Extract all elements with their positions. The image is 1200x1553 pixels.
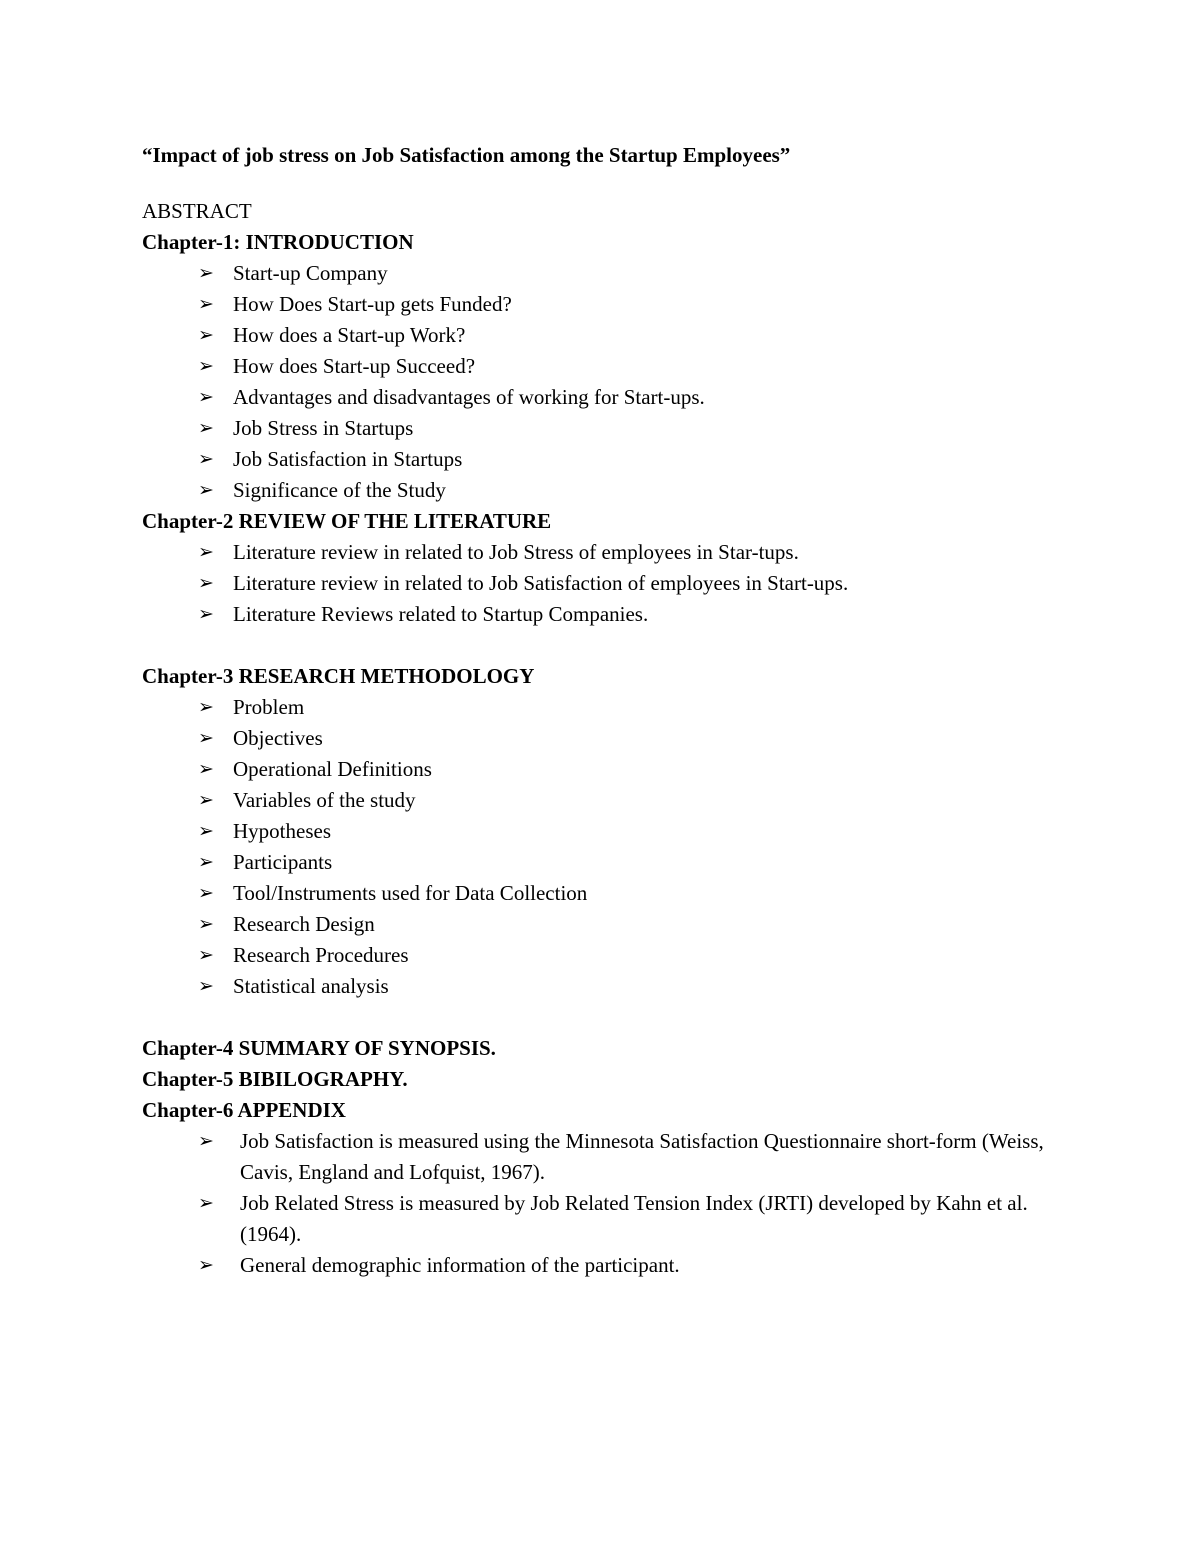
list-item-text: Job Stress in Startups — [233, 416, 414, 440]
list-item — [198, 847, 1082, 878]
list-item-text: Problem — [233, 695, 305, 719]
list-item — [198, 568, 1082, 599]
list-item — [198, 413, 1082, 444]
list-item-text: Objectives — [233, 726, 323, 750]
arrow-bullet-icon: ➢ — [198, 789, 214, 811]
document-title — [142, 140, 1082, 171]
list-item-text: How does a Start-up Work? — [233, 323, 466, 347]
arrow-bullet-icon: ➢ — [198, 603, 214, 625]
chapter-2-heading: Chapter-2 REVIEW OF THE LITERATURE — [142, 509, 552, 533]
list-item — [198, 723, 1082, 754]
list-item — [198, 289, 1082, 320]
list-item-text: Tool/Instruments used for Data Collection — [233, 881, 588, 905]
list-item-text: How Does Start-up gets Funded? — [233, 292, 512, 316]
list-item — [198, 785, 1082, 816]
list-item — [198, 1126, 1082, 1188]
list-item — [198, 599, 1082, 630]
list-item-text: Variables of the study — [233, 788, 416, 812]
list-item — [198, 320, 1082, 351]
list-item-text: Participants — [233, 850, 333, 874]
arrow-bullet-icon: ➢ — [198, 293, 214, 315]
list-item-text: How does Start-up Succeed? — [233, 354, 476, 378]
chapter-1-list — [142, 258, 1082, 506]
list-item-text: Hypotheses — [233, 819, 331, 843]
list-item — [198, 909, 1082, 940]
list-item — [198, 258, 1082, 289]
arrow-bullet-icon: ➢ — [198, 758, 214, 780]
list-item-text: Literature review in related to Job Stress of employees in Star-tups. — [233, 540, 799, 564]
arrow-bullet-icon: ➢ — [198, 975, 214, 997]
arrow-bullet-icon: ➢ — [198, 727, 214, 749]
arrow-bullet-icon: ➢ — [198, 851, 214, 873]
list-item-text: Significance of the Study — [233, 478, 446, 502]
arrow-bullet-icon: ➢ — [198, 479, 214, 501]
list-item-text: Advantages and disadvantages of working for Start-ups. — [233, 385, 705, 409]
list-item-text: Research Design — [233, 912, 375, 936]
arrow-bullet-icon: ➢ — [198, 1254, 214, 1276]
list-item — [198, 692, 1082, 723]
list-item-text: Literature review in related to Job Satisfaction of employees in Start-ups. — [233, 571, 849, 595]
list-item — [198, 444, 1082, 475]
title-rest-part: among the Startup Employees” — [504, 143, 791, 167]
arrow-bullet-icon: ➢ — [198, 324, 214, 346]
list-item-text: General demographic information of the participant. — [240, 1253, 680, 1277]
abstract-heading: ABSTRACT — [142, 199, 252, 223]
list-item — [198, 971, 1082, 1002]
list-item-text: Job Related Stress is measured by Job Related Tension Index (JRTI) developed by Kahn et al. (1964). — [240, 1191, 1028, 1246]
list-item — [198, 816, 1082, 847]
arrow-bullet-icon: ➢ — [198, 386, 214, 408]
arrow-bullet-icon: ➢ — [198, 355, 214, 377]
arrow-bullet-icon: ➢ — [198, 944, 214, 966]
chapter-1-heading: Chapter-1: INTRODUCTION — [142, 230, 414, 254]
list-item — [198, 754, 1082, 785]
arrow-bullet-icon: ➢ — [198, 417, 214, 439]
title-bold-part: Impact of job stress on Job Satisfaction — [152, 143, 505, 167]
title-open-quote: “ — [142, 143, 153, 167]
list-item — [198, 537, 1082, 568]
list-item-text: Literature Reviews related to Startup Companies. — [233, 602, 649, 626]
arrow-bullet-icon: ➢ — [198, 448, 214, 470]
arrow-bullet-icon: ➢ — [198, 913, 214, 935]
list-item — [198, 1250, 1082, 1281]
chapter-6-list — [142, 1126, 1082, 1281]
list-item-text: Research Procedures — [233, 943, 409, 967]
chapter-6-heading: Chapter-6 APPENDIX — [142, 1098, 346, 1122]
chapter-5-heading: Chapter-5 BIBILOGRAPHY. — [142, 1067, 408, 1091]
list-item-text: Job Satisfaction is measured using the Minnesota Satisfaction Questionnaire short-form (Weiss, Cavis, England and Lofquist, 1967). — [240, 1129, 1044, 1184]
list-item-text: Operational Definitions — [233, 757, 432, 781]
list-item-text: Job Satisfaction in Startups — [233, 447, 463, 471]
arrow-bullet-icon: ➢ — [198, 882, 214, 904]
arrow-bullet-icon: ➢ — [198, 820, 214, 842]
list-item — [198, 351, 1082, 382]
list-item-text: Statistical analysis — [233, 974, 389, 998]
chapter-3-list — [142, 692, 1082, 1002]
list-item — [198, 475, 1082, 506]
chapter-3-heading: Chapter-3 RESEARCH METHODOLOGY — [142, 664, 535, 688]
list-item — [198, 1188, 1082, 1250]
list-item — [198, 382, 1082, 413]
arrow-bullet-icon: ➢ — [198, 1192, 214, 1214]
arrow-bullet-icon: ➢ — [198, 572, 214, 594]
chapter-4-heading: Chapter-4 SUMMARY OF SYNOPSIS. — [142, 1036, 496, 1060]
document-page — [142, 140, 1082, 1281]
chapter-2-list — [142, 537, 1082, 630]
list-item-text: Start-up Company — [233, 261, 388, 285]
arrow-bullet-icon: ➢ — [198, 696, 214, 718]
list-item — [198, 940, 1082, 971]
arrow-bullet-icon: ➢ — [198, 262, 214, 284]
arrow-bullet-icon: ➢ — [198, 1130, 214, 1152]
arrow-bullet-icon: ➢ — [198, 541, 214, 563]
list-item — [198, 878, 1082, 909]
